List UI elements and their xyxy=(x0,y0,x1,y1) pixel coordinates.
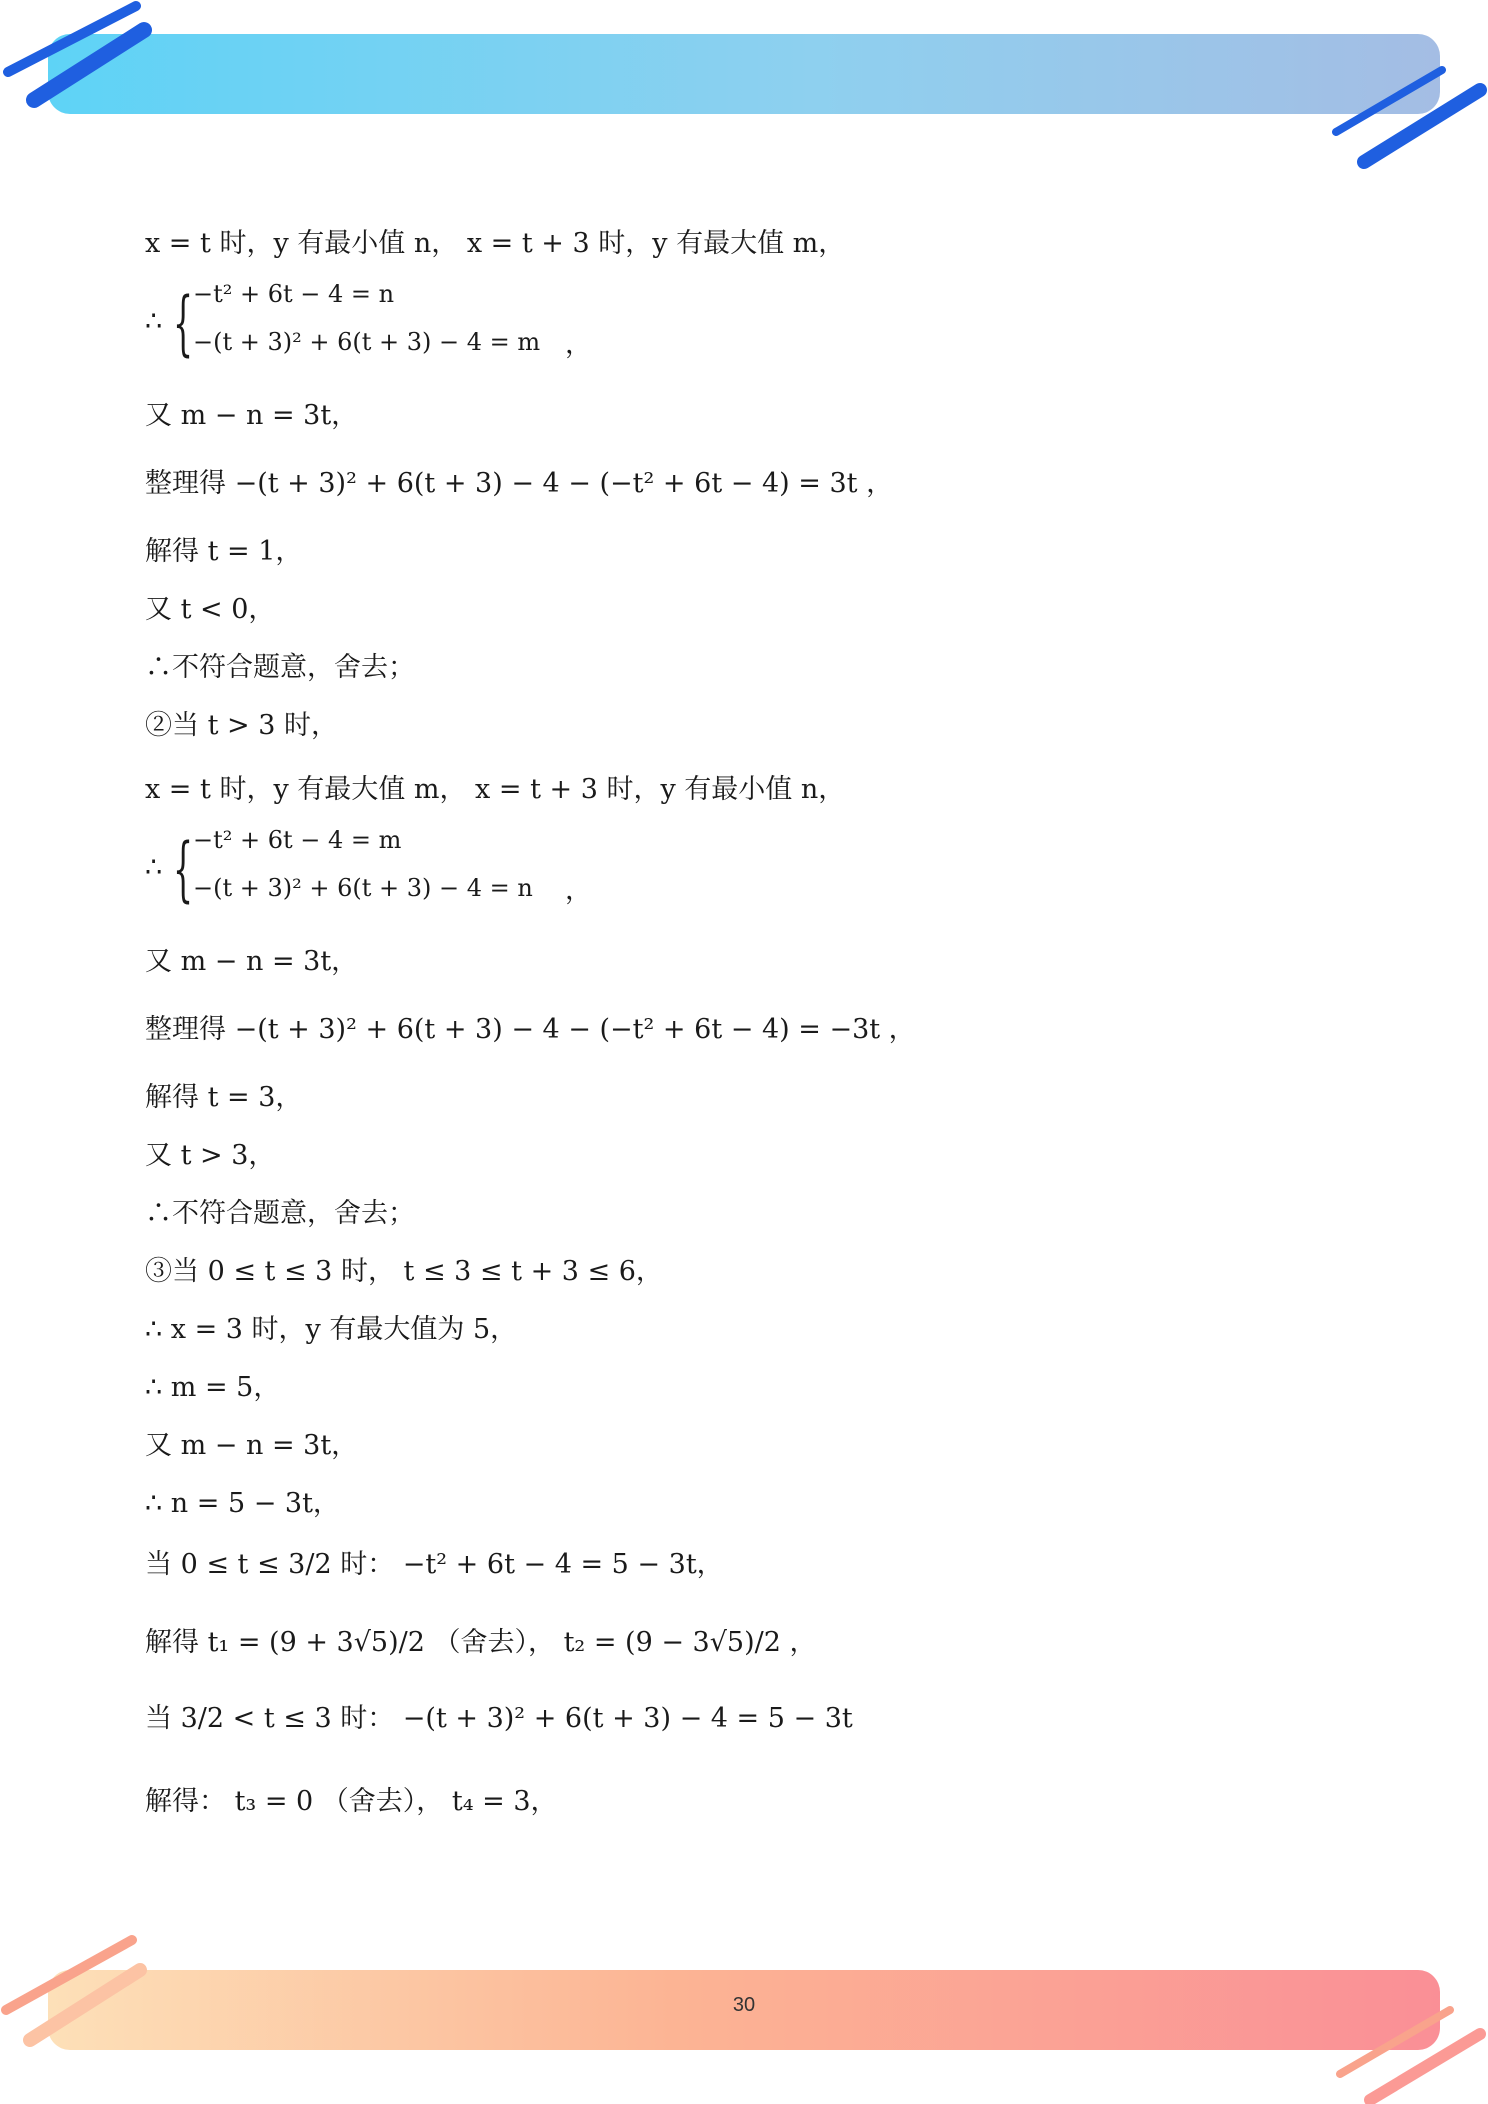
system-equation-1: −t² + 6t − 4 = m xyxy=(193,826,402,854)
left-brace-symbol: { xyxy=(173,282,194,364)
left-brace-symbol: { xyxy=(173,828,194,910)
therefore-symbol: ∴ xyxy=(145,306,163,337)
header-right-stripes-decoration xyxy=(1320,50,1488,180)
system-equation-2: −(t + 3)² + 6(t + 3) − 4 = m xyxy=(193,328,541,356)
header-left-stripes-decoration xyxy=(0,0,160,120)
text-line: ∴不符合题意，舍去； xyxy=(145,1198,415,1229)
header-band xyxy=(48,34,1440,114)
text-line: ∴ n = 5 − 3t， xyxy=(145,1488,340,1519)
system-equation-1: −t² + 6t − 4 = n xyxy=(193,280,395,308)
comma: ， xyxy=(565,329,592,360)
system-equation-2: −(t + 3)² + 6(t + 3) − 4 = n xyxy=(193,874,533,902)
comma: ， xyxy=(565,875,592,906)
text-line: 当 3/2 < t ≤ 3 时： −(t + 3)² + 6(t + 3) − 4 = 5 − 3t xyxy=(145,1703,853,1734)
text-line: x = t 时，y 有最大值 m， x = t + 3 时，y 有最小值 n， xyxy=(145,774,846,805)
text-line: 整理得 −(t + 3)² + 6(t + 3) − 4 − (−t² + 6t − 4) = −3t ， xyxy=(145,1014,916,1045)
text-line: 解得 t = 3， xyxy=(145,1082,303,1113)
text-line: ∴ m = 5， xyxy=(145,1372,281,1403)
text-line: 整理得 −(t + 3)² + 6(t + 3) − 4 − (−t² + 6t − 4) = 3t ， xyxy=(145,468,894,499)
text-line: 解得 t = 1， xyxy=(145,536,303,567)
text-line: ③当 0 ≤ t ≤ 3 时， t ≤ 3 ≤ t + 3 ≤ 6， xyxy=(145,1256,663,1287)
text-line: 又 m − n = 3t， xyxy=(145,1430,359,1461)
text-line: 又 m − n = 3t， xyxy=(145,400,359,431)
text-line: 当 0 ≤ t ≤ 3/2 时： −t² + 6t − 4 = 5 − 3t， xyxy=(145,1549,724,1580)
page-number: 30 xyxy=(732,1994,756,2016)
text-line: ∴不符合题意，舍去； xyxy=(145,652,415,683)
text-line: x = t 时，y 有最小值 n， x = t + 3 时，y 有最大值 m， xyxy=(145,228,846,259)
text-line: 解得： t₃ = 0 （舍去）， t₄ = 3， xyxy=(145,1786,558,1817)
text-line: 又 t < 0， xyxy=(145,594,276,625)
text-line: 解得 t₁ = (9 + 3√5)/2 （舍去）， t₂ = (9 − 3√5)/2 ， xyxy=(145,1627,817,1658)
text-line: 又 t > 3， xyxy=(145,1140,276,1171)
text-line: 又 m − n = 3t， xyxy=(145,946,359,977)
text-line: ∴ x = 3 时，y 有最大值为 5， xyxy=(145,1314,518,1345)
therefore-symbol: ∴ xyxy=(145,852,163,883)
text-line: ②当 t > 3 时， xyxy=(145,710,338,741)
